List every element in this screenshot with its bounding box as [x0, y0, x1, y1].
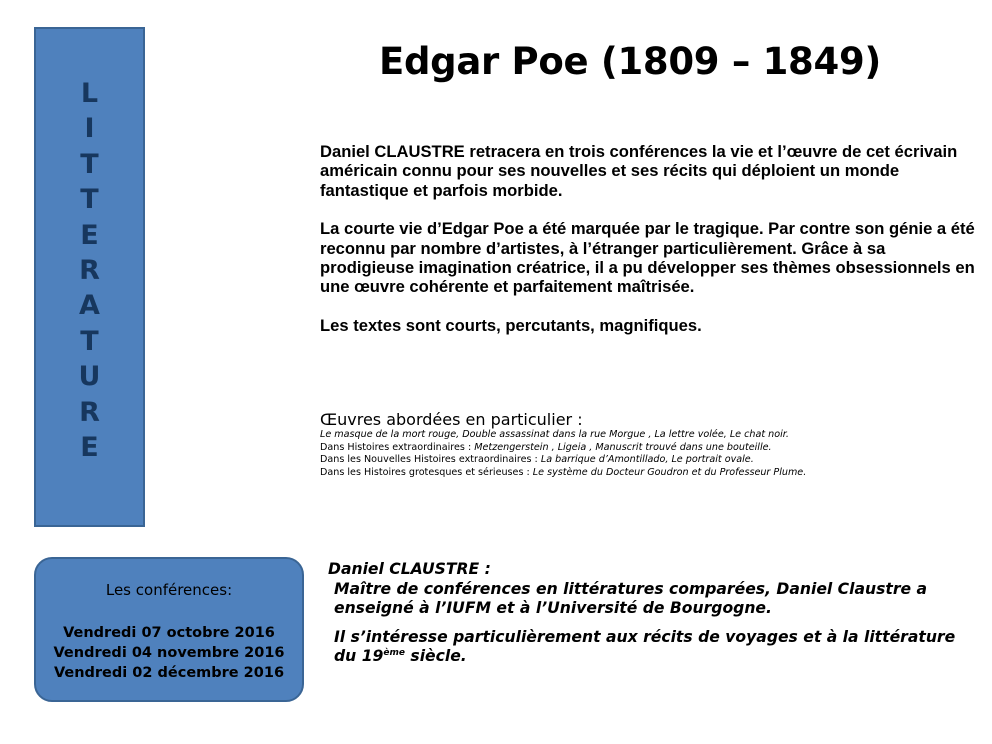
- superscript-eme: ème: [383, 647, 405, 658]
- works-line-3: [320, 454, 980, 467]
- works-line-2: [320, 442, 980, 455]
- intro-paragraph-3: Les textes sont courts, percutants, magnifiques.: [320, 315, 702, 335]
- conference-date: Vendredi 02 décembre 2016: [53, 665, 285, 681]
- litterature-banner: [34, 27, 145, 527]
- conferences-dates: [36, 623, 302, 683]
- works-line-1: [320, 429, 980, 442]
- conference-date: Vendredi 04 novembre 2016: [53, 645, 285, 661]
- banner-letter: T: [80, 325, 99, 357]
- speaker-bio: [328, 560, 968, 667]
- works-line-2-titles: Metzengerstein , Ligeia , Manuscrit trouvé dans une bouteille.: [474, 441, 772, 453]
- banner-letter: A: [79, 290, 100, 322]
- banner-letter: I: [84, 113, 95, 145]
- works-line-3-titles: La barrique d’Amontillado, Le portrait ovale.: [540, 454, 754, 466]
- banner-letter: L: [80, 78, 99, 109]
- works-line-4: [320, 467, 980, 480]
- banner-letter: E: [80, 219, 99, 251]
- banner-letter: U: [78, 361, 101, 393]
- intro-paragraph-1: Daniel CLAUSTRE retracera en trois conférences la vie et l’œuvre de cet écrivain américain connu pour ses nouvelles et ses récits qui déploient un monde fantastique et parfois morbide.: [320, 142, 958, 200]
- works-line-2-prefix: Dans Histoires extraordinaires :: [320, 441, 475, 453]
- conferences-box: [34, 557, 304, 702]
- works-line-4-prefix: Dans les Histoires grotesques et sérieuses :: [320, 466, 533, 478]
- banner-letter: R: [79, 255, 100, 287]
- banner-letters: [36, 76, 143, 465]
- intro-text: [320, 142, 980, 354]
- works-line-1-titles: Le masque de la mort rouge, Double assassinat dans la rue Morgue , La lettre volée, Le chat noir.: [320, 429, 789, 440]
- speaker-name: Daniel CLAUSTRE :: [328, 560, 491, 578]
- speaker-bio-line-2-text: Il s’intéresse particulièrement aux récits de voyages et à la littérature du 19: [334, 627, 956, 665]
- speaker-bio-line-2: [328, 628, 968, 667]
- banner-letter: E: [80, 432, 99, 464]
- conference-date: Vendredi 07 octobre 2016: [63, 625, 275, 641]
- works-line-3-prefix: Dans les Nouvelles Histoires extraordinaires :: [320, 454, 541, 466]
- works-heading: Œuvres abordées en particulier :: [320, 410, 583, 429]
- banner-letter: T: [80, 184, 99, 216]
- works-section: [320, 411, 980, 479]
- speaker-bio-line-1: Maître de conférences en littératures comparées, Daniel Claustre a enseigné à l’IUFM et à l’Université de Bourgogne.: [334, 579, 928, 617]
- works-line-4-titles: Le système du Docteur Goudron et du Professeur Plume.: [532, 466, 807, 478]
- intro-paragraph-2: La courte vie d’Edgar Poe a été marquée par le tragique. Par contre son génie a été reconnu par nombre d’artistes, à l’étranger particulièrement. Grâce à sa prodigieuse imagination créatrice, il a pu développer ses thèmes obsessionnels en une œuvre cohérente et parfaitement maîtrisée.: [320, 219, 975, 297]
- page-title: Edgar Poe (1809 – 1849): [379, 40, 881, 83]
- banner-letter: T: [80, 148, 99, 180]
- banner-letter: R: [79, 396, 100, 428]
- conferences-title: Les conférences:: [105, 581, 233, 599]
- speaker-bio-line-2-end: siècle.: [405, 647, 467, 665]
